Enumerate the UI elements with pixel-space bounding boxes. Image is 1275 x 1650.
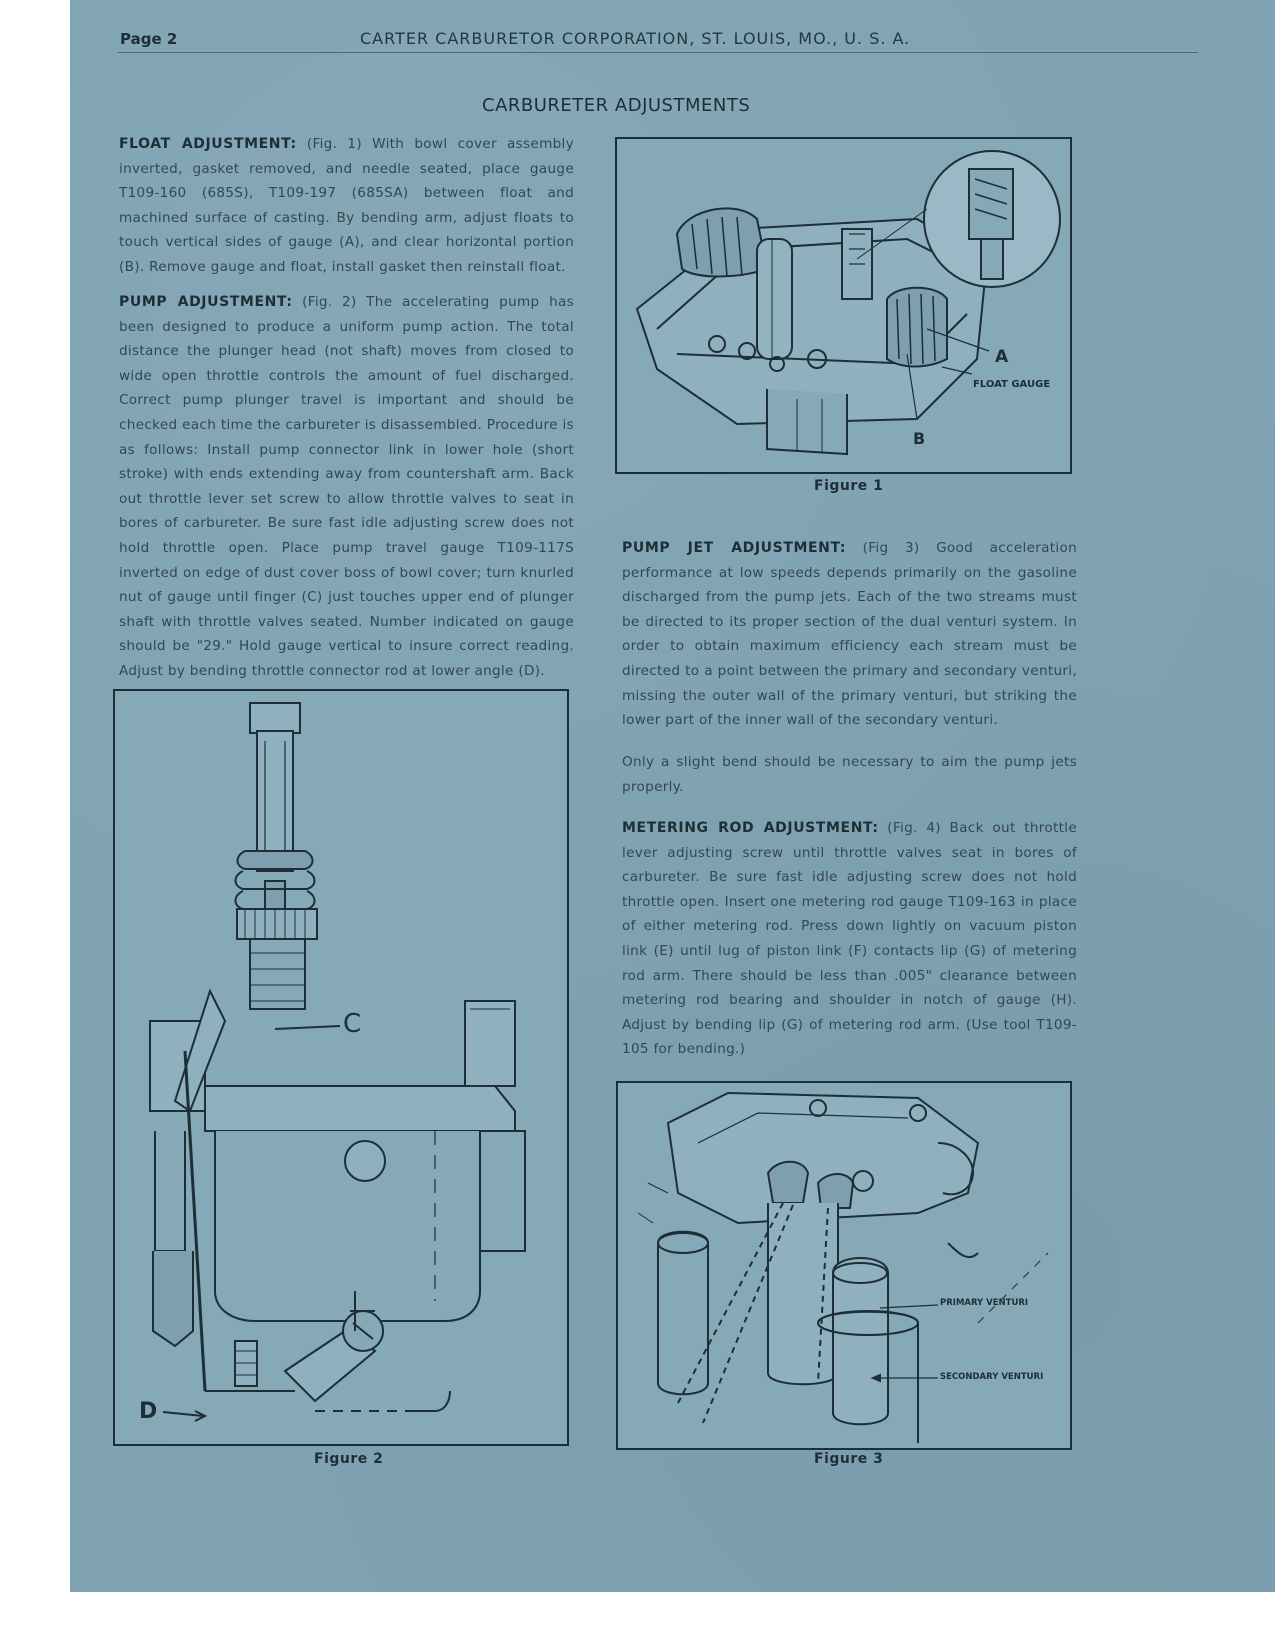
metering-rod-adjustment-paragraph [622,816,1077,1062]
figure-2-label-d: D [139,1399,158,1424]
metering-rod-adjustment-body: (Fig. 4) Back out throttle lever adjusting screw until throttle valves seat in bores of carbureter. Be sure fast idle adjusting screw does not hold throttle open. Insert one metering rod gauge T109-163 in place of either metering rod. Press down lightly on vacuum piston link (E) until lug of piston link (F) contacts lip (G) of metering rod arm. There should be less than .005" clearance between metering rod bearing and shoulder in notch of gauge (H). Adjust by bending lip (G) of metering rod arm. (Use tool T109-105 for bending.) [622,820,1077,1058]
figure-3-illustration [616,1081,1072,1450]
figure-3-caption: Figure 3 [814,1451,884,1467]
pump-adjustment-heading: PUMP ADJUSTMENT: [119,294,293,310]
pump-jet-drawing [618,1083,1070,1448]
pump-jet-adjustment-body: (Fig 3) Good acceleration performance at low speeds depends primarily on the gasoline discharged from the pump jets. Each of the two streams must be directed to its proper section of the dual venturi system. In order to obtain maximum efficiency each stream must be directed to a point between the primary and secondary venturi, missing the outer wall of the primary venturi, but striking the lower part of the inner wall of the secondary venturi. [622,540,1077,729]
figure-2-label-c: C [343,1009,362,1039]
float-adjustment-body: (Fig. 1) With bowl cover assembly inverted, gasket removed, and needle seated, place gauge T109-160 (685S), T109-197 (685SA) between float and machined surface of casting. By bending arm, adjust floats to touch vertical sides of gauge (A), and clear horizontal portion (B). Remove gauge and float, install gasket then reinstall float. [119,136,574,275]
figure-1-illustration [615,137,1072,474]
figure-1-label-b: B [913,429,926,448]
figure-1-label-float-gauge: FLOAT GAUGE [973,379,1051,390]
figure-3-label-secondary-venturi: SECONDARY VENTURI [940,1372,1044,1382]
header-rule [118,52,1198,53]
figure-1-caption: Figure 1 [814,478,884,494]
pump-jet-adjustment-paragraph [622,536,1077,733]
company-header: CARTER CARBURETOR CORPORATION, ST. LOUIS, MO., U. S. A. [360,29,911,48]
document-page [70,0,1275,1592]
pump-jet-note: Only a slight bend should be necessary to aim the pump jets properly. [622,754,1077,795]
float-assembly-drawing [617,139,1070,472]
figure-3-label-primary-venturi: PRIMARY VENTURI [940,1298,1029,1308]
page-number: Page 2 [120,30,178,48]
pump-adjustment-body: (Fig. 2) The accelerating pump has been designed to produce a uniform pump action. The total distance the plunger head (not shaft) moves from closed to wide open throttle controls the amount of fuel discharged. Correct pump plunger travel is important and should be checked each time the carbureter is disassembled. Procedure is as follows: Install pump connector link in lower hole (short stroke) with ends extending away from countershaft arm. Back out throttle lever set screw to allow throttle valves to seat in bores of carbureter. Be sure fast idle adjusting screw does not hold throttle open. Place pump travel gauge T109-117S inverted on edge of dust cover boss of bowl cover; turn knurled nut of gauge until finger (C) just touches upper end of plunger shaft with throttle valves seated. Number indicated on gauge should be "29." Hold gauge vertical to insure correct reading. Adjust by bending throttle connector rod at lower angle (D). [119,294,574,679]
page-title: CARBURETER ADJUSTMENTS [482,95,751,116]
float-adjustment-heading: FLOAT ADJUSTMENT: [119,136,297,152]
pump-adjustment-paragraph [119,290,574,684]
figure-2-caption: Figure 2 [314,1451,384,1467]
pump-jet-adjustment-heading: PUMP JET ADJUSTMENT: [622,540,847,556]
metering-rod-adjustment-heading: METERING ROD ADJUSTMENT: [622,820,879,836]
pump-gauge-drawing [115,691,567,1444]
figure-1-label-a: A [995,347,1009,367]
float-adjustment-paragraph [119,132,574,280]
figure-2-illustration [113,689,569,1446]
